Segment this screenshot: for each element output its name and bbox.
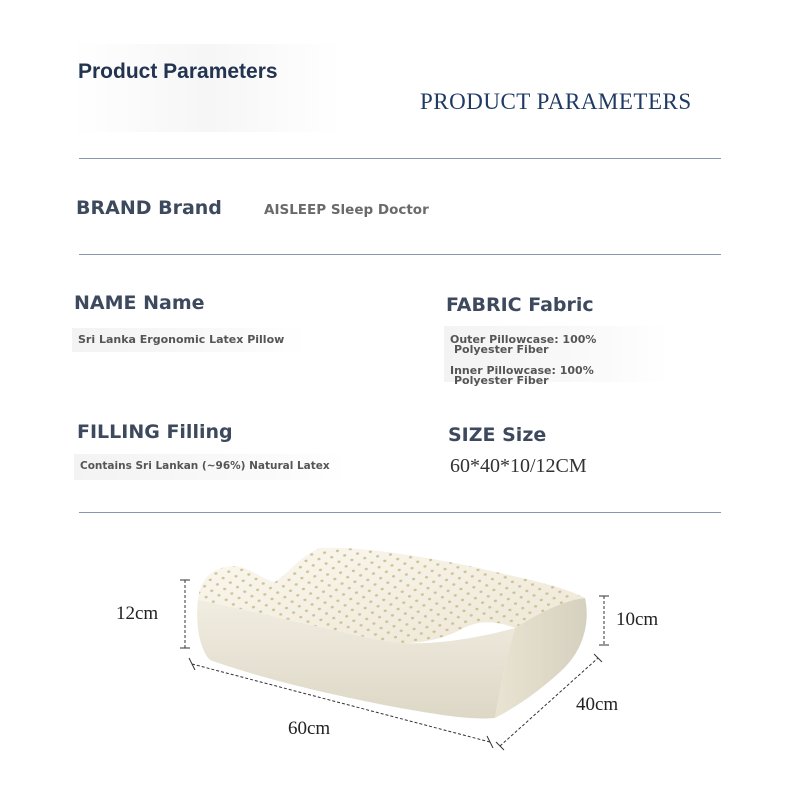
fabric-inner-line2: Polyester Fiber bbox=[454, 374, 549, 387]
page-title: Product Parameters bbox=[78, 60, 278, 83]
fabric-outer-line1: Outer Pillowcase: 100% bbox=[450, 333, 597, 346]
height-low-label: 10cm bbox=[616, 609, 659, 630]
height-low-marker bbox=[599, 596, 609, 645]
height-high-label: 12cm bbox=[116, 603, 159, 624]
size-label: SIZE Size bbox=[448, 424, 547, 446]
page-title-english: PRODUCT PARAMETERS bbox=[420, 89, 692, 114]
pillow-shape bbox=[197, 548, 587, 719]
name-value: Sri Lanka Ergonomic Latex Pillow bbox=[78, 333, 285, 346]
length-label: 60cm bbox=[288, 718, 331, 739]
filling-value: Contains Sri Lankan (~96%) Natural Latex bbox=[80, 460, 330, 472]
fabric-outer-line2: Polyester Fiber bbox=[454, 343, 549, 356]
brand-value: AISLEEP Sleep Doctor bbox=[264, 202, 429, 218]
filling-label: FILLING Filling bbox=[77, 421, 233, 443]
fabric-inner-line1: Inner Pillowcase: 100% bbox=[450, 364, 594, 377]
brand-label: BRAND Brand bbox=[76, 197, 222, 219]
width-label: 40cm bbox=[576, 694, 619, 715]
fabric-label: FABRIC Fabric bbox=[446, 294, 594, 316]
size-value: 60*40*10/12CM bbox=[450, 455, 587, 477]
name-label: NAME Name bbox=[74, 292, 205, 314]
height-high-marker bbox=[180, 580, 190, 648]
